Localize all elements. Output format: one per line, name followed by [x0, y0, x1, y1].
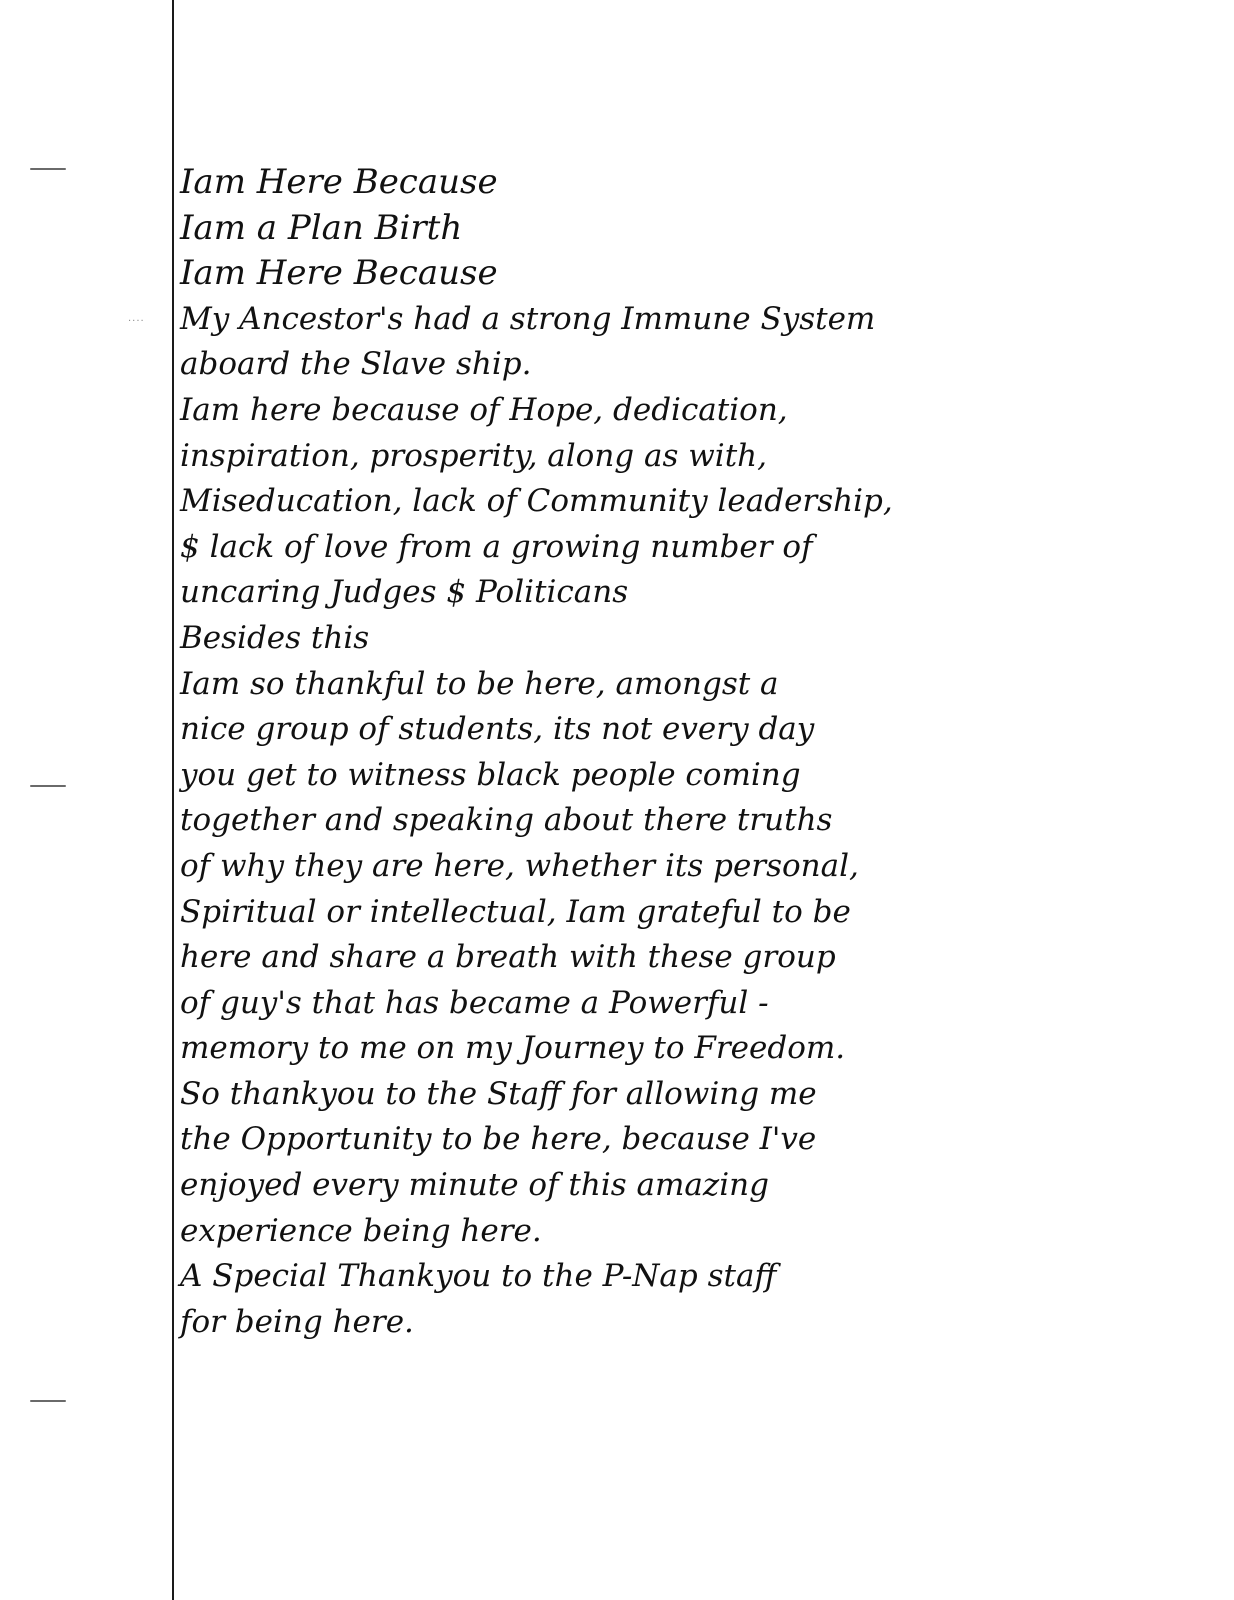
text-line: So thankyou to the Staff for allowing me: [180, 1075, 817, 1112]
text-line: Iam here because of Hope, dedication,: [180, 391, 788, 428]
text-line: $ lack of love from a growing number of: [180, 528, 813, 565]
text-line: of guy's that has became a Powerful -: [180, 984, 769, 1021]
text-line: the Opportunity to be here, because I've: [180, 1121, 817, 1158]
left-margin-rule: [172, 0, 174, 1600]
scan-mark-top: [30, 168, 66, 170]
text-line: Spiritual or intellectual, Iam grateful to be: [180, 893, 851, 930]
text-line: Iam Here Because: [180, 253, 498, 294]
text-line: experience being here.: [180, 1212, 542, 1249]
text-line: A Special Thankyou to the P-Nap staff: [180, 1258, 777, 1295]
text-line: aboard the Slave ship.: [180, 346, 532, 383]
scan-mark-middle: [30, 785, 66, 787]
text-line: Iam a Plan Birth: [180, 207, 463, 248]
text-line: Iam Here Because: [180, 162, 498, 202]
text-line: inspiration, prosperity, along as with,: [180, 437, 767, 474]
scan-mark-bottom: [30, 1400, 66, 1402]
text-line: you get to witness black people coming: [180, 756, 801, 793]
text-line: Miseducation, lack of Community leadership,: [180, 483, 893, 520]
text-line: nice group of students, its not every day: [180, 711, 815, 748]
scan-speck: [128, 318, 164, 326]
text-line: here and share a breath with these group: [180, 939, 836, 976]
text-line: My Ancestor's had a strong Immune System: [180, 300, 876, 337]
text-line: Besides this: [180, 619, 370, 656]
text-line: memory to me on my Journey to Freedom.: [180, 1030, 846, 1067]
text-line: uncaring Judges $ Politicans: [180, 574, 629, 611]
text-line: Iam so thankful to be here, amongst a: [180, 665, 779, 702]
handwritten-text-block: [180, 160, 1200, 1345]
text-line: together and speaking about there truths: [180, 802, 833, 839]
text-line: of why they are here, whether its personal,: [180, 847, 859, 884]
text-line: enjoyed every minute of this amazing: [180, 1167, 769, 1204]
text-line: for being here.: [180, 1303, 414, 1340]
